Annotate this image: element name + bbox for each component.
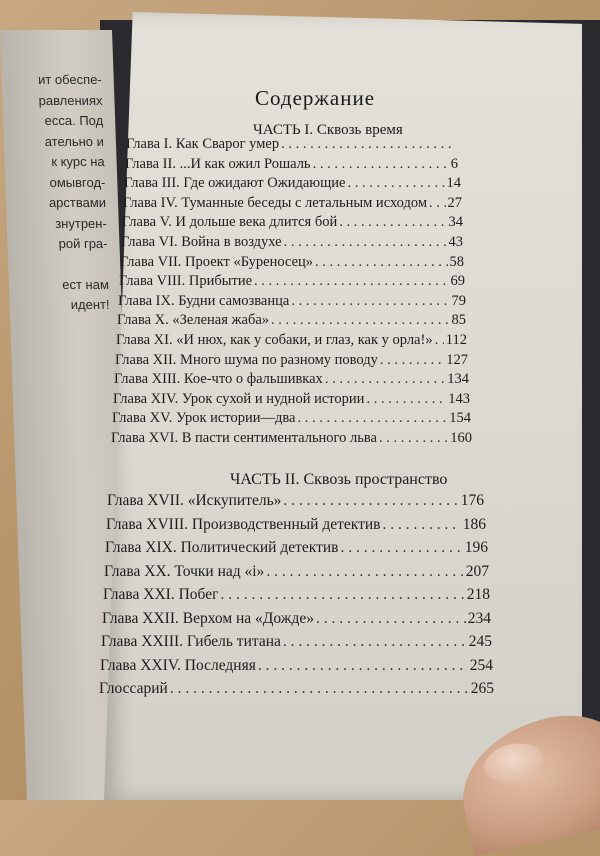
toc-entry-label: Глава V. И дольше века длится бой — [122, 214, 338, 231]
toc-entry-label: Глава XVI. В пасти сентиментального льва — [111, 430, 377, 446]
fingernail — [481, 738, 548, 788]
dot-leader — [348, 175, 445, 192]
toc-entry-label: Глава XXII. Верхом на «Дожде» — [102, 609, 314, 627]
toc-entry — [116, 332, 467, 349]
toc-entry-page: 234 — [467, 609, 491, 627]
toc-entry-page: 154 — [449, 410, 471, 427]
dot-leader — [340, 539, 462, 557]
toc-entry — [112, 410, 471, 427]
left-line: ательно и — [44, 133, 105, 149]
toc-entry-page: 79 — [451, 292, 466, 309]
toc-entry-page: 43 — [448, 234, 463, 250]
dot-leader — [379, 430, 448, 447]
toc-heading: Содержание — [255, 86, 376, 110]
left-line: есса. Под — [44, 113, 104, 128]
toc-entry-page: 134 — [447, 371, 469, 388]
part2-title: ЧАСТЬ II. Сквозь пространство — [230, 471, 448, 488]
toc-entry-page: 14 — [446, 175, 461, 192]
dot-leader — [220, 586, 464, 604]
toc-entry-label: Глава XX. Точки над «i» — [104, 562, 265, 580]
left-line: ест нам — [61, 276, 110, 292]
left-line: ит обеспе- — [37, 72, 102, 87]
toc-entry-label: Глава XXIV. Последняя — [100, 656, 256, 674]
toc-entry — [103, 586, 490, 604]
toc-entry-page: 265 — [470, 680, 494, 697]
dot-leader — [325, 371, 445, 388]
toc-entry-label: Глава XI. «И нюх, как у собаки, и глаз, как у орла!» — [116, 332, 433, 348]
dot-leader — [382, 516, 460, 534]
dot-leader — [170, 680, 469, 698]
dot-leader — [313, 156, 449, 173]
toc-entry-page: 85 — [451, 312, 466, 329]
dot-leader — [266, 563, 463, 581]
dot-leader — [258, 657, 468, 675]
dot-leader — [284, 234, 447, 251]
dot-leader — [271, 312, 449, 329]
toc-entry-page: 245 — [468, 633, 492, 650]
toc-entry — [119, 273, 465, 290]
toc-entry-page: 34 — [448, 214, 463, 231]
left-line: к курс на — [51, 154, 105, 169]
toc-entry-page: 196 — [464, 539, 488, 556]
toc-entry — [115, 352, 468, 369]
toc-entry-label: Глава I. Как Сварог умер — [126, 136, 280, 152]
toc-entry-label: Глава IX. Будни самозванца — [118, 292, 290, 309]
toc-entry — [125, 156, 458, 173]
toc-entry-label: Глава XIII. Кое-что о фальшивках — [114, 371, 323, 388]
toc-entry-label: Глава XVIII. Производственный детектив — [106, 515, 381, 533]
toc-entry-label: Глава X. «Зеленая жаба» — [117, 312, 270, 329]
dot-leader — [429, 195, 446, 212]
toc-entry — [118, 293, 466, 310]
dot-leader — [283, 492, 458, 510]
toc-entry — [114, 371, 469, 388]
toc-entry — [117, 312, 466, 329]
toc-entry — [113, 391, 470, 408]
toc-entry-label: Глава VII. Проект «Буреносец» — [120, 253, 314, 270]
toc-entry-label: Глава XIX. Политический детектив — [105, 539, 339, 556]
toc-entry — [124, 175, 461, 192]
left-line: равлениях — [38, 92, 103, 108]
toc-entry — [123, 195, 462, 212]
toc-entry-label: Глава XXI. Побег — [103, 586, 219, 603]
dot-leader — [315, 254, 447, 271]
toc-entry-label: Глава IV. Туманные беседы с летальным исходом — [123, 194, 427, 211]
toc-entry — [122, 214, 463, 231]
toc-entry — [121, 234, 463, 251]
toc-entry-page: 218 — [466, 586, 490, 603]
dot-leader — [254, 273, 448, 290]
part1-title: ЧАСТЬ I. Сквозь время — [253, 122, 403, 138]
dot-leader — [316, 610, 466, 628]
toc-entry — [126, 136, 458, 153]
toc-entry — [106, 516, 486, 534]
toc-entry-label: Глава XII. Много шума по разному поводу — [115, 351, 378, 368]
dot-leader — [366, 391, 446, 408]
toc-entry-page: 112 — [445, 332, 467, 348]
left-line: рой гра- — [58, 236, 108, 251]
toc-entry — [105, 539, 488, 557]
toc-entry — [120, 254, 464, 271]
left-line: знутрен- — [54, 215, 108, 231]
dot-leader — [281, 136, 456, 153]
dot-leader — [291, 293, 449, 310]
toc-entry — [107, 492, 484, 510]
toc-entry — [104, 563, 489, 581]
toc-entry-page: 58 — [449, 253, 464, 270]
toc-entry-label: Глава XXIII. Гибель титана — [101, 633, 281, 650]
dot-leader — [283, 633, 467, 651]
left-line: омывгод- — [49, 174, 106, 190]
toc-entry-page: 6 — [450, 155, 458, 172]
toc-entry — [111, 430, 472, 447]
toc-entry-page: 27 — [447, 194, 462, 211]
toc-entry-page: 254 — [469, 656, 493, 674]
toc-entry-label: Глава II. ...И как ожил Рошаль — [125, 155, 311, 172]
toc-entry — [99, 680, 494, 698]
toc-entry-label: Глава III. Где ожидают Ожидающие — [124, 175, 346, 192]
toc-entry — [101, 633, 492, 651]
dot-leader — [435, 332, 444, 349]
left-line: идент! — [70, 297, 110, 312]
toc-entry-page: 69 — [450, 273, 465, 290]
toc-entry — [102, 610, 491, 628]
dot-leader — [298, 410, 448, 427]
toc-entry-label: Глава VIII. Прибытие — [119, 273, 253, 290]
dot-leader — [339, 214, 446, 231]
dot-leader — [380, 352, 444, 369]
toc-entry-label: Глава VI. Война в воздухе — [121, 234, 282, 250]
toc-entry-page: 160 — [450, 430, 472, 446]
toc-entry-page: 143 — [448, 390, 470, 407]
toc-entry-label: Глоссарий — [99, 680, 168, 697]
toc-entry — [100, 657, 493, 675]
toc-entry-page: 186 — [462, 515, 486, 533]
toc-entry-label: Глава XVII. «Искупитель» — [107, 492, 282, 509]
toc-entry-page: 176 — [460, 492, 484, 509]
toc-entry-label: Глава XV. Урок истории—два — [112, 410, 296, 427]
toc-entry-page: 127 — [446, 351, 468, 368]
toc-entry-page: 207 — [465, 562, 489, 580]
toc-entry-label: Глава XIV. Урок сухой и нудной истории — [113, 390, 365, 407]
left-line: арствами — [48, 195, 107, 210]
